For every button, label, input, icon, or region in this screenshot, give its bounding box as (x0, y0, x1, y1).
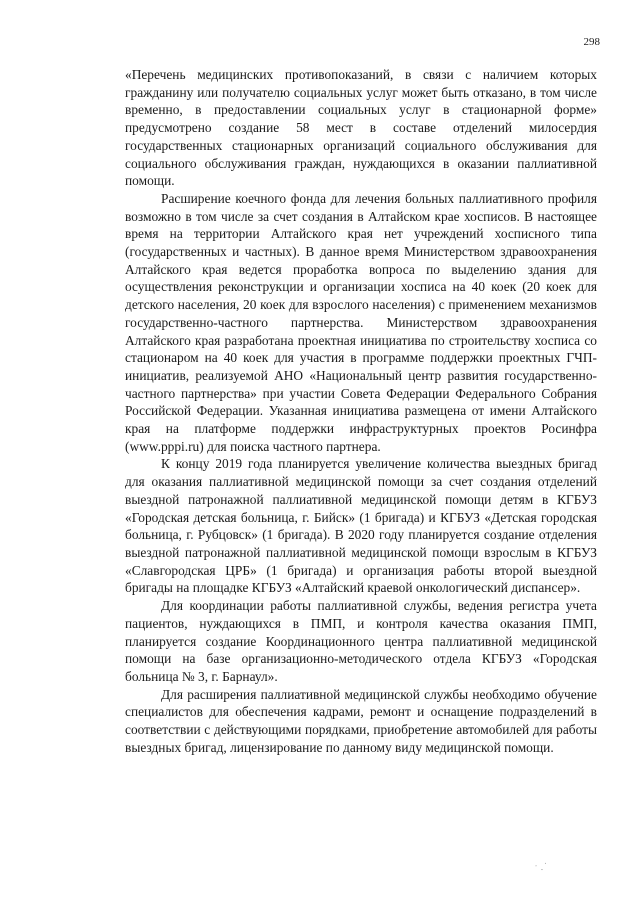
paragraph-3: К концу 2019 года планируется увеличение количества выездных бригад для оказания паллиативной медицинской помощи за счет создания отделений выездной патронажной паллиативной медицинской помощи детям в КГБУЗ «Городская детская больница, г. Бийск» (1 бригада) и КГБУЗ «Детская городская больница, г. Рубцовск» (1 бригада). В 2020 году планируется создание отделения выездной патронажной паллиативной медицинской помощи взрослым в КГБУЗ «Славгородская ЦРБ» (1 бригада) и организация работы второй выездной бригады на площадке КГБУЗ «Алтайский краевой онкологический диспансер». (125, 456, 597, 596)
paragraph-2: Расширение коечного фонда для лечения больных паллиативного профиля возможно в том числе за счет создания в Алтайском крае хосписов. В настоящее время на территории Алтайского края нет учреждений хосписного типа (государственных и частных). В данное время Министерством здравоохранения Алтайского края ведется проработка вопроса по выделению здания для осуществления реконструкции и организации хосписа на 40 коек (20 коек для детского населения, 20 коек для взрослого населения) с применением механизмов государственно-частного партнерства. Министерством здравоохранения Алтайского края разработана проектная инициатива по строительству хосписа со стационаром на 40 коек для участия в программе поддержки проектных ГЧП-инициатив, реализуемой АНО «Национальный центр развития государственно-частного партнерства» при участии Совета Федерации Федерального Собрания Российской Федерации. Указанная инициатива размещена от имени Алтайского края на платформе поддержки инфраструктурных проектов Росинфра (www.pppi.ru) для поиска частного партнера. (125, 190, 597, 454)
document-body (125, 66, 597, 756)
paragraph-4: Для координации работы паллиативной службы, ведения регистра учета пациентов, нуждающихся в ПМП, и контроля качества оказания ПМП, планируется создание Координационного центра паллиативной медицинской помощи на базе организационно-методического отдела КГБУЗ «Городская больница № 3, г. Барнаул». (125, 598, 597, 684)
paragraph-5: Для расширения паллиативной медицинской службы необходимо обучение специалистов для обеспечения кадрами, ремонт и оснащение подразделений в соответствии с действующими порядками, приобретение автомобилей для работы выездных бригад, лицензирование по данному виду медицинской помощи. (125, 686, 597, 755)
page-number: 298 (583, 36, 600, 48)
scan-mark: ˙ . ˙ (533, 860, 549, 874)
paragraph-1: «Перечень медицинских противопоказаний, в связи с наличием которых гражданину или получателю социальных услуг может быть отказано, в том числе временно, в предоставлении социальных услуг в стационарной форме» предусмотрено создание 58 мест в составе отделений милосердия государственных стационарных организаций социального обслуживания для социального обслуживания граждан, нуждающихся в оказании паллиативной помощи. (125, 67, 597, 189)
